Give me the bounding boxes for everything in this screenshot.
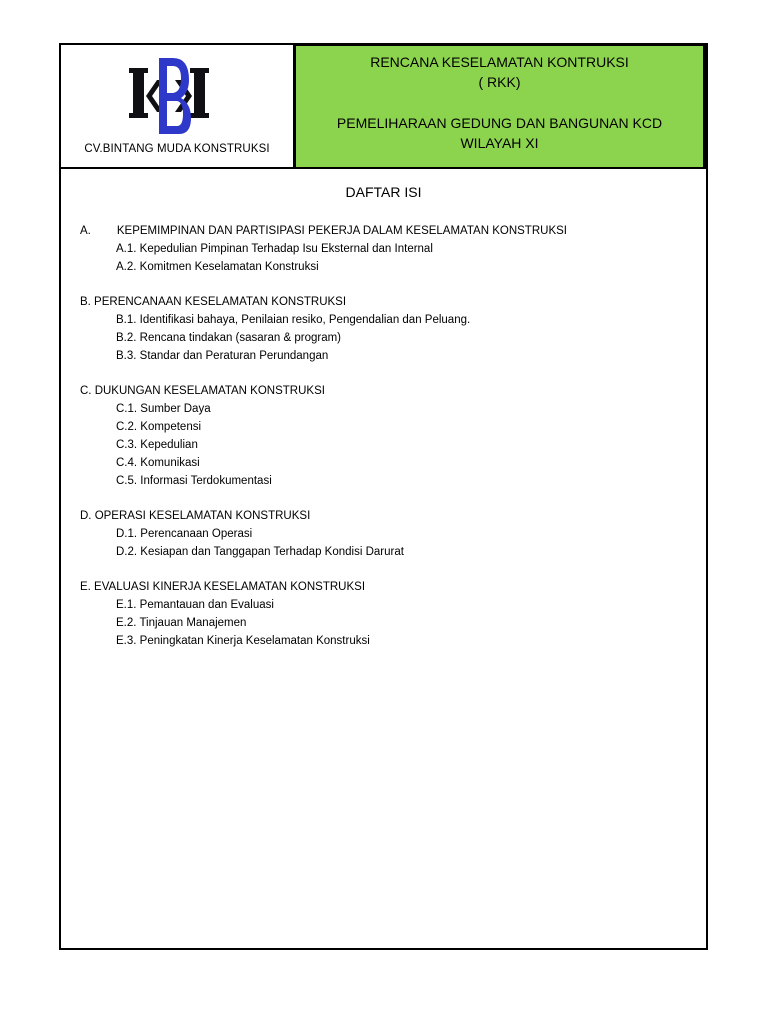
toc-section-prefix: A. (80, 225, 91, 237)
toc-item: C.3. Kepedulian (116, 439, 198, 451)
toc-item: B.2. Rencana tindakan (sasaran & program) (116, 332, 342, 344)
toc-item: E.3. Peningkatan Kinerja Keselamatan Konstruksi (116, 635, 370, 647)
toc-item: C.4. Komunikasi (116, 457, 200, 469)
toc-item: A.1. Kepedulian Pimpinan Terhadap Isu Eksternal dan Internal (116, 243, 433, 255)
company-logo-box (61, 45, 295, 167)
toc-item: C.5. Informasi Terdokumentasi (116, 475, 272, 487)
document-title-abbreviation: ( RKK) (478, 74, 521, 90)
table-of-contents-title: DAFTAR ISI (345, 184, 422, 200)
toc-item: B.1. Identifikasi bahaya, Penilaian resiko, Pengendalian dan Peluang. (116, 314, 471, 326)
toc-section-c (80, 382, 567, 490)
company-name: CV.BINTANG MUDA KONSTRUKSI (84, 143, 270, 155)
toc-item: E.2. Tinjauan Manajemen (116, 617, 247, 629)
toc-section-heading: D. OPERASI KESELAMATAN KONSTRUKSI (80, 510, 311, 522)
toc-section-d (80, 507, 567, 561)
toc-section-e (80, 578, 567, 650)
toc-section-heading (80, 222, 567, 240)
toc-item: A.2. Komitmen Keselamatan Konstruksi (116, 261, 319, 273)
toc-section-heading: E. EVALUASI KINERJA KESELAMATAN KONSTRUKSI (80, 581, 366, 593)
toc-section-heading: C. DUKUNGAN KESELAMATAN KONSTRUKSI (80, 385, 325, 397)
toc-item: B.3. Standar dan Peraturan Perundangan (116, 350, 329, 362)
table-of-contents (80, 222, 567, 667)
toc-item: C.1. Sumber Daya (116, 403, 211, 415)
document-header (61, 45, 706, 169)
document-title-box (295, 45, 706, 167)
toc-item: D.1. Perencanaan Operasi (116, 528, 253, 540)
company-logo-icon (129, 56, 209, 136)
document-title: RENCANA KESELAMATAN KONTRUKSI (370, 54, 629, 70)
document-page (59, 43, 708, 950)
toc-section-heading: B. PERENCANAAN KESELAMATAN KONSTRUKSI (80, 296, 347, 308)
toc-section-b (80, 293, 567, 365)
project-title: PEMELIHARAAN GEDUNG DAN BANGUNAN KCD (336, 115, 663, 131)
toc-section-a (80, 222, 567, 276)
toc-item: C.2. Kompetensi (116, 421, 202, 433)
project-region: WILAYAH XI (460, 135, 539, 151)
toc-item: D.2. Kesiapan dan Tanggapan Terhadap Kondisi Darurat (116, 546, 404, 558)
toc-item: E.1. Pemantauan dan Evaluasi (116, 599, 274, 611)
toc-section-title: KEPEMIMPINAN DAN PARTISIPASI PEKERJA DALAM KESELAMATAN KONSTRUKSI (116, 225, 567, 237)
